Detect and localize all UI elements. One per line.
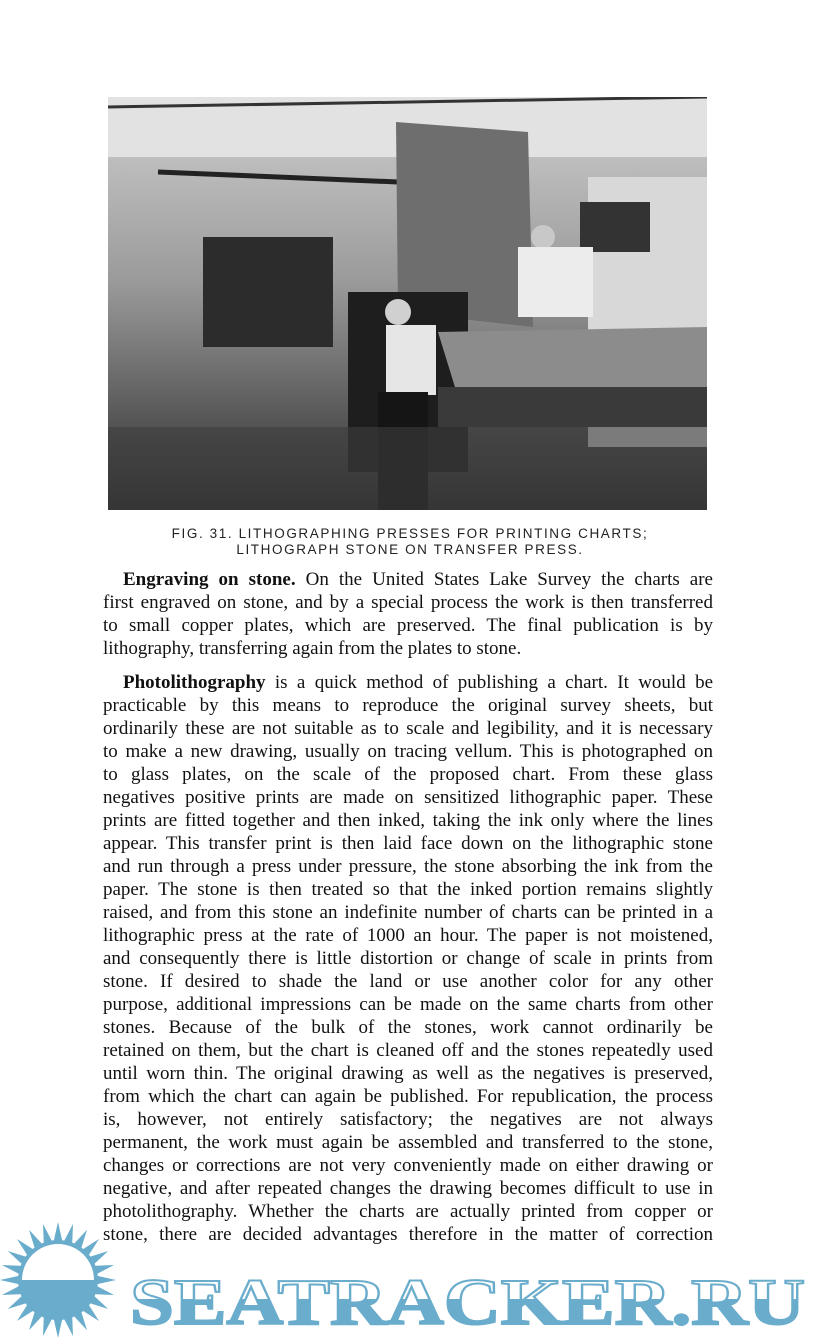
- figure-photo-lithograph-presses: [108, 97, 707, 510]
- text-line-rest: On the United States Lake Survey the charts are: [295, 569, 713, 590]
- text-line: lithographic press at the rate of 1000 an hour. The paper is not moistened,: [103, 925, 713, 946]
- paragraph-photolithography: [103, 671, 713, 1246]
- text-line: negative, and after repeated changes the drawing becomes difficult to use in: [103, 1178, 713, 1199]
- text-line: photolithography. Whether the charts are actually printed from copper or: [103, 1201, 713, 1222]
- text-line: and consequently there is little distortion or change of scale in prints from: [103, 948, 713, 969]
- text-line: is, however, not entirely satisfactory; the negatives are not always: [103, 1109, 713, 1130]
- text-line: paper. The stone is then treated so that the inked portion remains slightly: [103, 879, 713, 900]
- watermark-text-svg: [0, 1264, 816, 1344]
- sun-ray: [53, 1222, 62, 1242]
- text-line: [103, 671, 713, 694]
- text-line: and run through a press under pressure, the stone absorbing the ink from the: [103, 856, 713, 877]
- text-line: from which the chart can again be published. For republication, the process: [103, 1086, 713, 1107]
- text-line: lithography, transferring again from the plates to stone.: [103, 638, 522, 659]
- text-line: purpose, additional impressions can be made on the same charts from other: [103, 994, 713, 1015]
- text-line: first engraved on stone, and by a special process the work is then transferred: [103, 592, 713, 613]
- text-line: practicable by this means to reproduce the original survey sheets, but: [103, 695, 713, 716]
- text-line: to glass plates, on the scale of the proposed chart. From these glass: [103, 764, 713, 785]
- caption-line: LITHOGRAPH STONE ON TRANSFER PRESS.: [236, 542, 584, 557]
- text-line: until worn thin. The original drawing as well as the negatives is preserved,: [103, 1063, 713, 1084]
- text-line: changes or corrections are not very conveniently made on either drawing or: [103, 1155, 713, 1176]
- seatracker-watermark-logo: [0, 1222, 816, 1344]
- text-line: to small copper plates, which are preserved. The final publication is by: [103, 615, 713, 636]
- text-line: stone. If desired to shade the land or use another color for any other: [103, 971, 713, 992]
- text-line: stone, there are decided advantages therefore in the matter of correction: [103, 1224, 713, 1245]
- text-line-rest: is a quick method of publishing a chart. It would be: [265, 672, 713, 693]
- photo-illustration: [108, 97, 707, 510]
- caption-line: FIG. 31. LITHOGRAPHING PRESSES FOR PRINTING CHARTS;: [171, 526, 649, 541]
- text-line: raised, and from this stone an indefinite number of charts can be printed in a: [103, 902, 713, 923]
- text-line: stones. Because of the bulk of the stones, work cannot ordinarily be: [103, 1017, 713, 1038]
- paragraph-lead-heading: Engraving on stone.: [123, 569, 296, 590]
- text-line: to make a new drawing, usually on tracing vellum. This is photographed on: [103, 741, 713, 762]
- text-line: appear. This transfer print is then laid face down on the lithographic stone: [103, 833, 713, 854]
- text-line: negatives positive prints are made on sensitized lithographic paper. These: [103, 787, 713, 808]
- paragraph-engraving-on-stone: [103, 568, 713, 660]
- figure-caption: [100, 526, 720, 558]
- text-line: ordinarily these are not suitable as to scale and legibility, and it is necessary: [103, 718, 713, 739]
- watermark-text: SEATRACKER.RU: [130, 1266, 805, 1339]
- text-line: permanent, the work must again be assembled and transferred to the stone,: [103, 1132, 713, 1153]
- text-line: [103, 568, 713, 591]
- paragraph-lead-heading: Photolithography: [123, 672, 266, 693]
- text-line: retained on them, but the chart is cleaned off and the stones repeatedly used: [103, 1040, 713, 1061]
- text-line: prints are fitted together and then inked, taking the ink only where the lines: [103, 810, 713, 831]
